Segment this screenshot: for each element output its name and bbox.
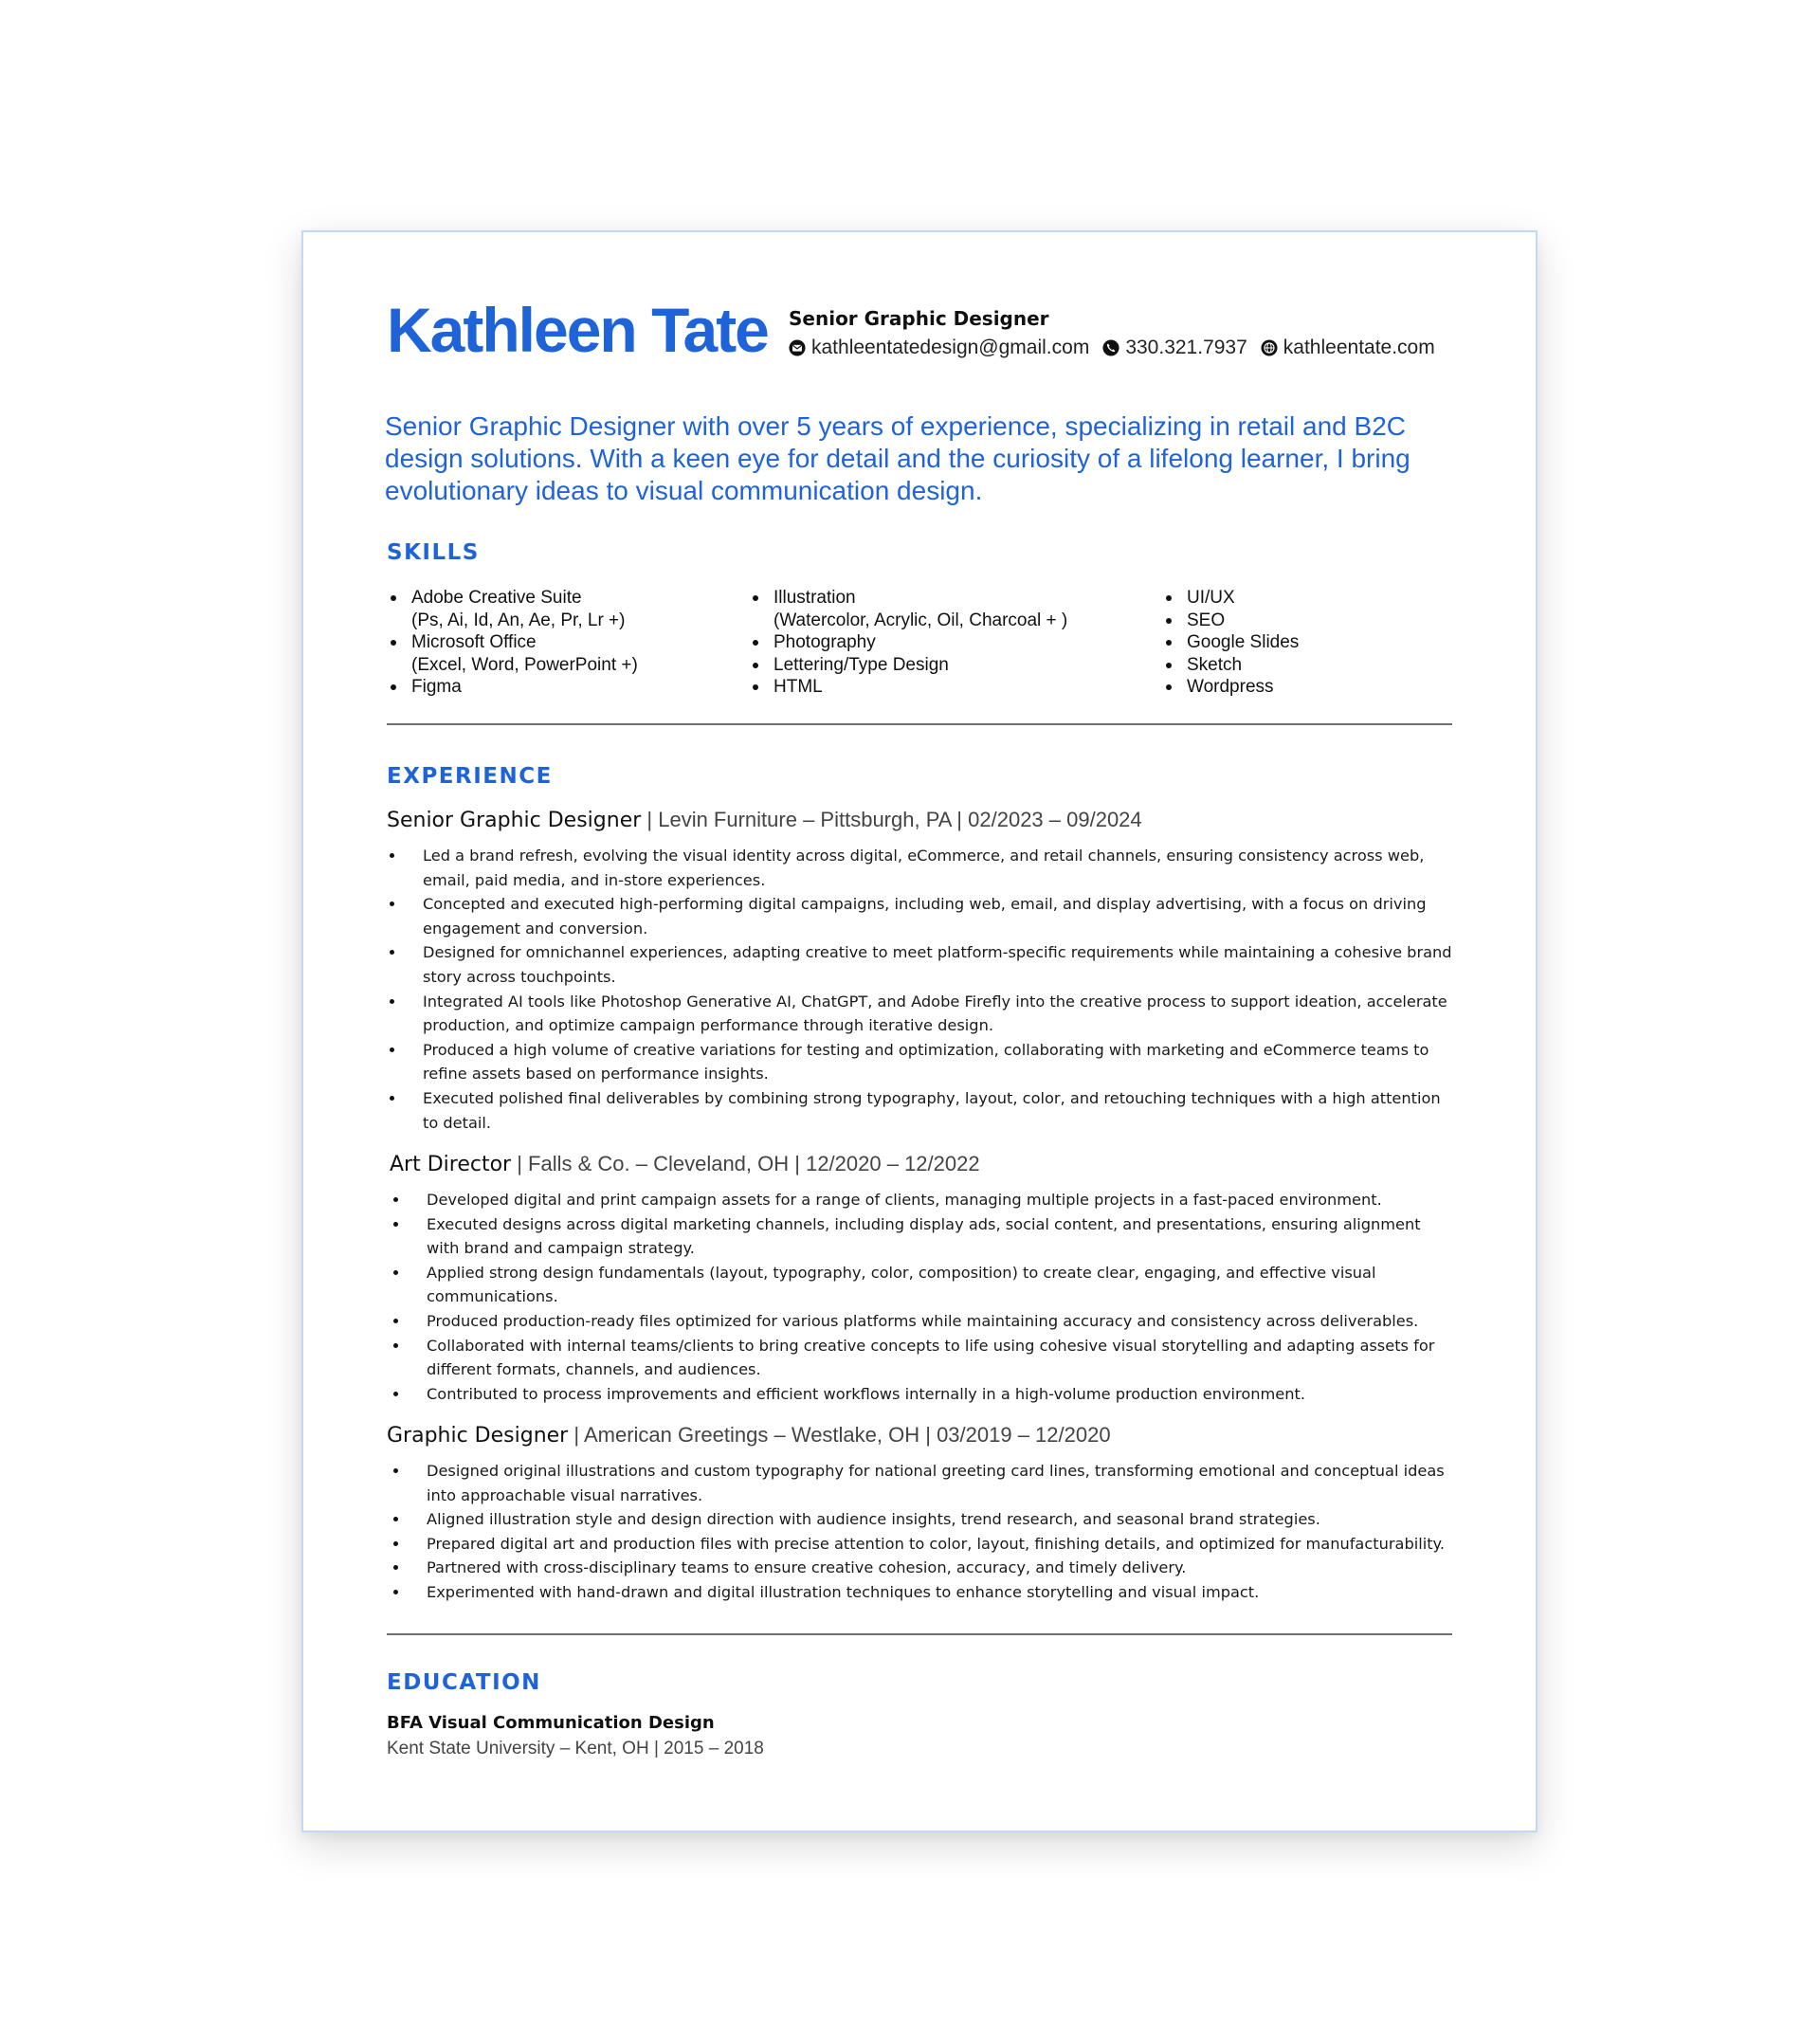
job-bullets	[391, 1459, 1458, 1605]
list-item: Executed designs across digital marketing channels, including display ads, social content, and presentations, ensuring alignment with brand and campaign strategy.	[391, 1212, 1458, 1261]
list-item: Experimented with hand-drawn and digital illustration techniques to enhance storytelling and visual impact.	[391, 1580, 1458, 1605]
globe-icon	[1261, 339, 1278, 356]
phone-contact[interactable]	[1102, 337, 1247, 359]
skills-column-2	[749, 587, 1067, 699]
skill-item: Lettering/Type Design	[749, 654, 1067, 677]
email-text: kathleentatedesign@gmail.com	[811, 337, 1090, 358]
skill-item: Figma	[387, 676, 638, 699]
skill-item: SEO	[1162, 610, 1299, 632]
skill-item: Sketch	[1162, 654, 1299, 677]
job-bullets	[387, 844, 1454, 1135]
skill-item: Adobe Creative Suite (Ps, Ai, Id, An, Ae, Pr, Lr +)	[387, 587, 638, 631]
email-contact[interactable]	[789, 337, 1089, 359]
experience-heading: EXPERIENCE	[387, 764, 553, 789]
list-item: Led a brand refresh, evolving the visual identity across digital, eCommerce, and retail channels, ensuring consistency across web, email, paid media, and in-store experiences.	[387, 844, 1454, 892]
skill-item: Google Slides	[1162, 631, 1299, 654]
summary-paragraph: Senior Graphic Designer with over 5 years of experience, specializing in retail and B2C design solutions. With a keen eye for detail and the curiosity of a lifelong learner, I bring evolutionary ideas to visual communication design.	[385, 411, 1410, 505]
job-heading: Graphic Designer | American Greetings – Westlake, OH | 03/2019 – 12/2020	[387, 1423, 1111, 1448]
list-item: Designed for omnichannel experiences, adapting creative to meet platform-specific requirements while maintaining a cohesive brand story across touchpoints.	[387, 940, 1454, 989]
list-item: Executed polished final deliverables by combining strong typography, layout, color, and retouching techniques with a high attention to detail.	[387, 1086, 1454, 1135]
candidate-name: Kathleen Tate	[387, 295, 768, 365]
phone-text: 330.321.7937	[1125, 337, 1247, 358]
list-item: Developed digital and print campaign assets for a range of clients, managing multiple projects in a fast-paced environment.	[391, 1188, 1458, 1212]
website-contact[interactable]	[1261, 337, 1435, 359]
skills-heading: SKILLS	[387, 540, 480, 565]
website-text: kathleentate.com	[1283, 337, 1435, 358]
school-info: Kent State University – Kent, OH | 2015 – 2018	[387, 1739, 764, 1758]
list-item: Contributed to process improvements and efficient workflows internally in a high-volume production environment.	[391, 1382, 1458, 1407]
list-item: Aligned illustration style and design direction with audience insights, trend research, and seasonal brand strategies.	[391, 1507, 1458, 1532]
job-heading: Art Director | Falls & Co. – Cleveland, OH | 12/2020 – 12/2022	[390, 1152, 980, 1176]
skill-item: UI/UX	[1162, 587, 1299, 610]
email-icon	[789, 339, 806, 356]
education-heading: EDUCATION	[387, 1670, 541, 1695]
list-item: Integrated AI tools like Photoshop Generative AI, ChatGPT, and Adobe Firefly into the creative process to support ideation, accelerate production, and optimize campaign performance through iterative design.	[387, 990, 1454, 1038]
contact-info	[789, 337, 1448, 359]
skill-item: Wordpress	[1162, 676, 1299, 699]
list-item: Concepted and executed high-performing digital campaigns, including web, email, and display advertising, with a focus on driving engagement and conversion.	[387, 892, 1454, 940]
list-item: Designed original illustrations and custom typography for national greeting card lines, transforming emotional and conceptual ideas into approachable visual narratives.	[391, 1459, 1458, 1507]
job-heading: Senior Graphic Designer | Levin Furniture – Pittsburgh, PA | 02/2023 – 09/2024	[387, 808, 1142, 832]
phone-icon	[1102, 339, 1119, 356]
job-title: Senior Graphic Designer	[789, 307, 1049, 330]
skills-column-3	[1162, 587, 1299, 699]
list-item: Prepared digital art and production files with precise attention to color, layout, finishing details, and optimized for manufacturability.	[391, 1532, 1458, 1557]
list-item: Collaborated with internal teams/clients to bring creative concepts to life using cohesive visual storytelling and adapting assets for different formats, channels, and audiences.	[391, 1334, 1458, 1382]
list-item: Produced production-ready files optimized for various platforms while maintaining accuracy and consistency across deliverables.	[391, 1309, 1458, 1334]
list-item: Partnered with cross-disciplinary teams to ensure creative cohesion, accuracy, and timely delivery.	[391, 1556, 1458, 1580]
skill-item: HTML	[749, 676, 1067, 699]
skill-item: Microsoft Office (Excel, Word, PowerPoint +)	[387, 631, 638, 676]
list-item: Applied strong design fundamentals (layout, typography, color, composition) to create clear, engaging, and effective visual communications.	[391, 1261, 1458, 1309]
resume-page	[301, 230, 1538, 1832]
skill-item: Photography	[749, 631, 1067, 654]
section-divider	[387, 723, 1452, 725]
job-bullets	[391, 1188, 1458, 1406]
skills-column-1	[387, 587, 638, 699]
list-item: Produced a high volume of creative variations for testing and optimization, collaborating with marketing and eCommerce teams to refine assets based on performance insights.	[387, 1038, 1454, 1086]
section-divider	[387, 1633, 1452, 1635]
degree-title: BFA Visual Communication Design	[387, 1713, 715, 1733]
skill-item: Illustration (Watercolor, Acrylic, Oil, Charcoal + )	[749, 587, 1067, 631]
